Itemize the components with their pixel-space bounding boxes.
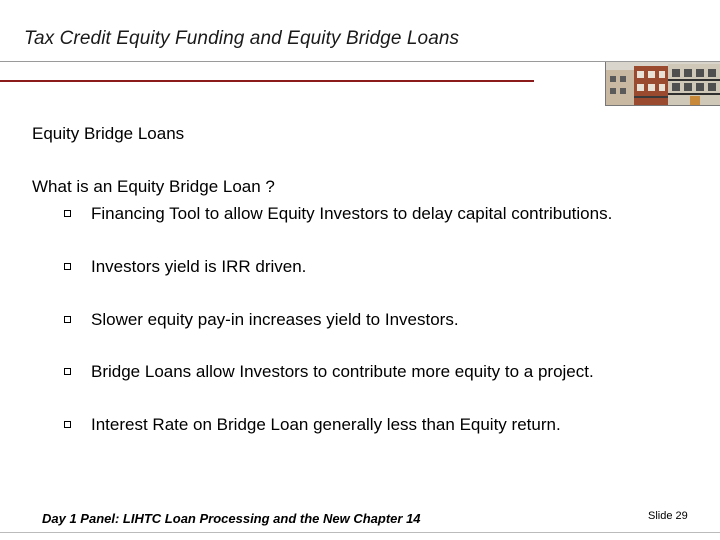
header-gray-rule — [0, 61, 604, 62]
building-photo — [605, 62, 720, 106]
section-heading: Equity Bridge Loans — [32, 124, 185, 143]
footer-caption: Day 1 Panel: LIHTC Loan Processing and the New Chapter 14 — [42, 511, 421, 526]
checkbox-bullet-icon — [64, 210, 71, 217]
bullet-text: Investors yield is IRR driven. — [91, 257, 307, 276]
checkbox-bullet-icon — [64, 368, 71, 375]
bullet-text: Bridge Loans allow Investors to contribute more equity to a project. — [91, 362, 594, 381]
header-red-rule — [0, 80, 534, 82]
footer-rule — [0, 532, 720, 533]
checkbox-bullet-icon — [64, 421, 71, 428]
slide-number: Slide 29 — [648, 510, 688, 522]
slide-title: Tax Credit Equity Funding and Equity Bridge Loans — [24, 28, 460, 49]
bullet-text: Slower equity pay-in increases yield to Investors. — [91, 310, 459, 329]
bullet-text: Interest Rate on Bridge Loan generally less than Equity return. — [91, 415, 561, 434]
bullet-text: Financing Tool to allow Equity Investors to delay capital contributions. — [91, 204, 613, 223]
question-text: What is an Equity Bridge Loan ? — [32, 177, 275, 196]
checkbox-bullet-icon — [64, 316, 71, 323]
checkbox-bullet-icon — [64, 263, 71, 270]
